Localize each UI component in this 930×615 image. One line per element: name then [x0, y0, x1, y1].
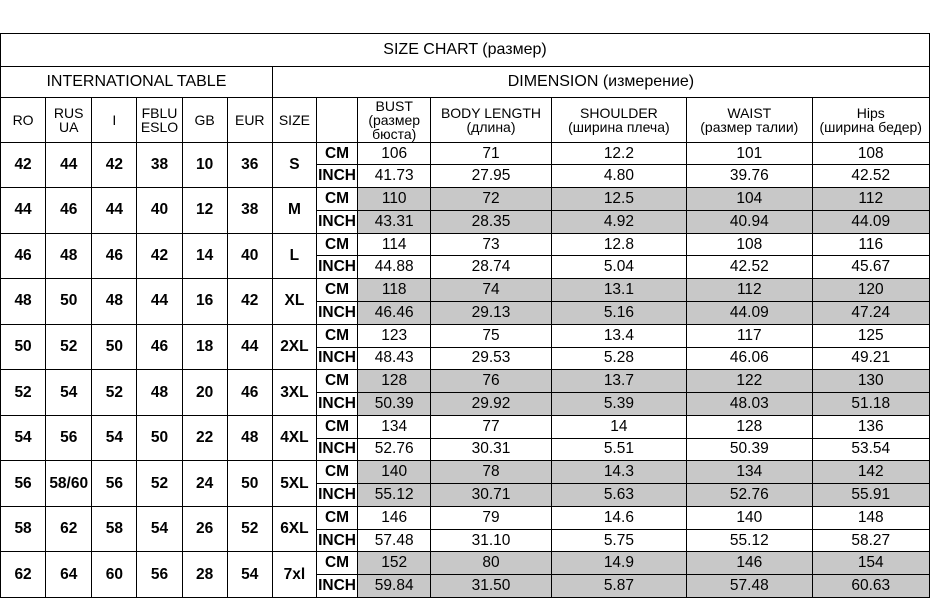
- cell-bust-inch: 50.39: [358, 393, 431, 416]
- cell-rus-ua: 48: [46, 233, 92, 279]
- cell-hips-cm: 125: [812, 324, 930, 347]
- header-hips-ru: (ширина бедер): [819, 118, 922, 135]
- cell-bust-inch: 57.48: [358, 529, 431, 552]
- cell-shoulder-inch: 5.87: [551, 575, 686, 598]
- chart-title: SIZE CHART (размер): [1, 34, 930, 67]
- cell-shoulder-cm: 13.1: [551, 279, 686, 302]
- cell-waist-cm: 112: [687, 279, 812, 302]
- header-unit: [316, 98, 357, 142]
- cell-rus-ua: 58/60: [46, 461, 92, 507]
- cell-ro: 46: [1, 233, 46, 279]
- cell-rus-ua: 56: [46, 415, 92, 461]
- cell-ro: 50: [1, 324, 46, 370]
- table-row: [1, 552, 930, 575]
- table-row: [1, 279, 930, 302]
- cell-i: 60: [92, 552, 137, 598]
- header-ro: RO: [1, 98, 46, 142]
- cell-unit-cm: CM: [316, 370, 357, 393]
- international-table-title: INTERNATIONAL TABLE: [1, 67, 273, 98]
- size-chart-table: [0, 33, 930, 598]
- cell-fblu-eslo: 40: [137, 188, 182, 234]
- cell-eur: 46: [227, 370, 272, 416]
- cell-eur: 50: [227, 461, 272, 507]
- header-bust-ru-2: бюста): [372, 125, 417, 142]
- cell-i: 50: [92, 324, 137, 370]
- header-bust: [358, 98, 431, 142]
- cell-bust-inch: 46.46: [358, 301, 431, 324]
- cell-shoulder-inch: 5.75: [551, 529, 686, 552]
- header-hips-label: Hips: [856, 104, 885, 121]
- cell-size: 6XL: [272, 506, 316, 552]
- cell-shoulder-inch: 5.04: [551, 256, 686, 279]
- cell-unit-cm: CM: [316, 415, 357, 438]
- cell-fblu-eslo: 52: [137, 461, 182, 507]
- cell-fblu-eslo: 54: [137, 506, 182, 552]
- cell-hips-inch: 60.63: [812, 575, 930, 598]
- cell-eur: 52: [227, 506, 272, 552]
- header-body-length-ru: (длина): [466, 118, 516, 135]
- cell-unit-inch: INCH: [316, 165, 357, 188]
- cell-hips-inch: 51.18: [812, 393, 930, 416]
- cell-bust-cm: 110: [358, 188, 431, 211]
- header-waist-ru: (размер талии): [700, 118, 799, 135]
- cell-unit-cm: CM: [316, 279, 357, 302]
- cell-size: 3XL: [272, 370, 316, 416]
- cell-fblu-eslo: 42: [137, 233, 182, 279]
- header-waist: [687, 98, 812, 142]
- cell-bust-cm: 114: [358, 233, 431, 256]
- cell-body-length-inch: 30.71: [431, 484, 551, 507]
- cell-fblu-eslo: 46: [137, 324, 182, 370]
- cell-i: 52: [92, 370, 137, 416]
- cell-eur: 42: [227, 279, 272, 325]
- cell-bust-inch: 59.84: [358, 575, 431, 598]
- cell-waist-cm: 128: [687, 415, 812, 438]
- cell-size: 4XL: [272, 415, 316, 461]
- header-bust-ru-1: (размер: [368, 111, 421, 128]
- cell-body-length-cm: 74: [431, 279, 551, 302]
- header-eur: EUR: [227, 98, 272, 142]
- cell-rus-ua: 62: [46, 506, 92, 552]
- cell-hips-cm: 154: [812, 552, 930, 575]
- cell-ro: 54: [1, 415, 46, 461]
- cell-shoulder-inch: 4.80: [551, 165, 686, 188]
- cell-waist-inch: 48.03: [687, 393, 812, 416]
- cell-gb: 14: [182, 233, 227, 279]
- cell-ro: 62: [1, 552, 46, 598]
- cell-unit-cm: CM: [316, 461, 357, 484]
- cell-body-length-cm: 77: [431, 415, 551, 438]
- cell-i: 48: [92, 279, 137, 325]
- cell-waist-inch: 39.76: [687, 165, 812, 188]
- cell-i: 58: [92, 506, 137, 552]
- cell-body-length-cm: 78: [431, 461, 551, 484]
- cell-i: 56: [92, 461, 137, 507]
- cell-body-length-cm: 79: [431, 506, 551, 529]
- header-eslo: ESLO: [140, 118, 179, 135]
- cell-bust-inch: 52.76: [358, 438, 431, 461]
- cell-waist-cm: 122: [687, 370, 812, 393]
- cell-i: 54: [92, 415, 137, 461]
- table-row: [1, 233, 930, 256]
- cell-waist-inch: 40.94: [687, 210, 812, 233]
- cell-body-length-inch: 29.13: [431, 301, 551, 324]
- cell-gb: 22: [182, 415, 227, 461]
- cell-gb: 10: [182, 142, 227, 188]
- cell-unit-cm: CM: [316, 506, 357, 529]
- cell-bust-inch: 43.31: [358, 210, 431, 233]
- cell-waist-cm: 140: [687, 506, 812, 529]
- header-body-length: [431, 98, 551, 142]
- table-row: [1, 370, 930, 393]
- cell-unit-inch: INCH: [316, 438, 357, 461]
- cell-shoulder-cm: 14.3: [551, 461, 686, 484]
- table-row: [1, 461, 930, 484]
- cell-body-length-inch: 27.95: [431, 165, 551, 188]
- header-body-length-label: BODY LENGTH: [440, 104, 542, 121]
- cell-hips-cm: 130: [812, 370, 930, 393]
- cell-fblu-eslo: 50: [137, 415, 182, 461]
- cell-hips-cm: 120: [812, 279, 930, 302]
- cell-body-length-cm: 72: [431, 188, 551, 211]
- cell-bust-cm: 134: [358, 415, 431, 438]
- cell-fblu-eslo: 38: [137, 142, 182, 188]
- cell-waist-cm: 117: [687, 324, 812, 347]
- cell-eur: 38: [227, 188, 272, 234]
- cell-fblu-eslo: 48: [137, 370, 182, 416]
- cell-hips-inch: 44.09: [812, 210, 930, 233]
- cell-body-length-inch: 31.50: [431, 575, 551, 598]
- table-row: [1, 142, 930, 165]
- cell-hips-cm: 142: [812, 461, 930, 484]
- cell-body-length-inch: 28.74: [431, 256, 551, 279]
- size-chart: [0, 33, 930, 598]
- cell-body-length-cm: 75: [431, 324, 551, 347]
- cell-shoulder-inch: 5.16: [551, 301, 686, 324]
- cell-unit-inch: INCH: [316, 575, 357, 598]
- cell-shoulder-cm: 12.2: [551, 142, 686, 165]
- cell-unit-cm: CM: [316, 142, 357, 165]
- header-gb: GB: [182, 98, 227, 142]
- cell-size: M: [272, 188, 316, 234]
- cell-body-length-cm: 76: [431, 370, 551, 393]
- cell-shoulder-inch: 4.92: [551, 210, 686, 233]
- cell-gb: 28: [182, 552, 227, 598]
- cell-hips-inch: 55.91: [812, 484, 930, 507]
- cell-hips-cm: 116: [812, 233, 930, 256]
- cell-hips-inch: 42.52: [812, 165, 930, 188]
- header-waist-label: WAIST: [727, 104, 772, 121]
- cell-waist-cm: 101: [687, 142, 812, 165]
- cell-unit-inch: INCH: [316, 347, 357, 370]
- cell-waist-cm: 146: [687, 552, 812, 575]
- cell-i: 44: [92, 188, 137, 234]
- cell-hips-inch: 58.27: [812, 529, 930, 552]
- header-ua: UA: [58, 118, 79, 135]
- header-shoulder: [551, 98, 686, 142]
- cell-ro: 56: [1, 461, 46, 507]
- header-i: I: [92, 98, 137, 142]
- cell-shoulder-cm: 13.4: [551, 324, 686, 347]
- cell-body-length-cm: 71: [431, 142, 551, 165]
- cell-gb: 26: [182, 506, 227, 552]
- cell-bust-inch: 44.88: [358, 256, 431, 279]
- header-fblu: FBLU: [141, 104, 178, 121]
- cell-hips-inch: 47.24: [812, 301, 930, 324]
- header-fblu-eslo: [137, 98, 182, 142]
- cell-hips-cm: 136: [812, 415, 930, 438]
- cell-bust-inch: 48.43: [358, 347, 431, 370]
- cell-shoulder-cm: 13.7: [551, 370, 686, 393]
- cell-unit-inch: INCH: [316, 210, 357, 233]
- cell-i: 42: [92, 142, 137, 188]
- cell-waist-inch: 50.39: [687, 438, 812, 461]
- cell-unit-inch: INCH: [316, 484, 357, 507]
- cell-bust-cm: 140: [358, 461, 431, 484]
- cell-unit-cm: CM: [316, 324, 357, 347]
- cell-ro: 52: [1, 370, 46, 416]
- cell-unit-inch: INCH: [316, 393, 357, 416]
- cell-ro: 48: [1, 279, 46, 325]
- cell-size: S: [272, 142, 316, 188]
- cell-shoulder-cm: 12.8: [551, 233, 686, 256]
- cell-ro: 44: [1, 188, 46, 234]
- cell-body-length-inch: 29.53: [431, 347, 551, 370]
- header-rus-ua: [46, 98, 92, 142]
- cell-hips-inch: 49.21: [812, 347, 930, 370]
- cell-shoulder-inch: 5.63: [551, 484, 686, 507]
- cell-unit-inch: INCH: [316, 529, 357, 552]
- cell-hips-cm: 148: [812, 506, 930, 529]
- cell-gb: 20: [182, 370, 227, 416]
- cell-shoulder-cm: 12.5: [551, 188, 686, 211]
- cell-hips-inch: 45.67: [812, 256, 930, 279]
- cell-eur: 54: [227, 552, 272, 598]
- cell-gb: 12: [182, 188, 227, 234]
- cell-shoulder-cm: 14.9: [551, 552, 686, 575]
- cell-ro: 58: [1, 506, 46, 552]
- cell-bust-cm: 146: [358, 506, 431, 529]
- cell-fblu-eslo: 44: [137, 279, 182, 325]
- cell-waist-inch: 57.48: [687, 575, 812, 598]
- cell-body-length-inch: 29.92: [431, 393, 551, 416]
- cell-size: 7xl: [272, 552, 316, 598]
- cell-shoulder-cm: 14: [551, 415, 686, 438]
- cell-unit-cm: CM: [316, 188, 357, 211]
- cell-shoulder-inch: 5.39: [551, 393, 686, 416]
- cell-eur: 44: [227, 324, 272, 370]
- cell-waist-inch: 55.12: [687, 529, 812, 552]
- cell-waist-inch: 46.06: [687, 347, 812, 370]
- cell-bust-cm: 123: [358, 324, 431, 347]
- cell-hips-cm: 108: [812, 142, 930, 165]
- cell-waist-cm: 108: [687, 233, 812, 256]
- cell-hips-cm: 112: [812, 188, 930, 211]
- cell-waist-inch: 44.09: [687, 301, 812, 324]
- cell-bust-cm: 106: [358, 142, 431, 165]
- cell-gb: 16: [182, 279, 227, 325]
- cell-bust-cm: 152: [358, 552, 431, 575]
- cell-size: 2XL: [272, 324, 316, 370]
- cell-eur: 40: [227, 233, 272, 279]
- cell-body-length-cm: 73: [431, 233, 551, 256]
- cell-waist-inch: 42.52: [687, 256, 812, 279]
- header-hips: [812, 98, 930, 142]
- cell-shoulder-inch: 5.28: [551, 347, 686, 370]
- cell-hips-inch: 53.54: [812, 438, 930, 461]
- cell-rus-ua: 44: [46, 142, 92, 188]
- cell-shoulder-inch: 5.51: [551, 438, 686, 461]
- cell-rus-ua: 54: [46, 370, 92, 416]
- cell-rus-ua: 52: [46, 324, 92, 370]
- cell-body-length-inch: 31.10: [431, 529, 551, 552]
- cell-size: L: [272, 233, 316, 279]
- cell-fblu-eslo: 56: [137, 552, 182, 598]
- cell-bust-cm: 118: [358, 279, 431, 302]
- cell-ro: 42: [1, 142, 46, 188]
- cell-rus-ua: 64: [46, 552, 92, 598]
- cell-rus-ua: 46: [46, 188, 92, 234]
- cell-gb: 18: [182, 324, 227, 370]
- cell-unit-cm: CM: [316, 233, 357, 256]
- cell-waist-cm: 134: [687, 461, 812, 484]
- cell-unit-inch: INCH: [316, 301, 357, 324]
- cell-size: XL: [272, 279, 316, 325]
- cell-bust-cm: 128: [358, 370, 431, 393]
- header-rus: RUS: [53, 104, 84, 121]
- table-row: [1, 324, 930, 347]
- cell-body-length-inch: 30.31: [431, 438, 551, 461]
- table-row: [1, 506, 930, 529]
- header-bust-label: BUST: [375, 97, 413, 114]
- header-shoulder-ru: (ширина плеча): [568, 118, 670, 135]
- cell-gb: 24: [182, 461, 227, 507]
- header-size: SIZE: [272, 98, 316, 142]
- dimension-title: DIMENSION (измерение): [272, 67, 929, 98]
- header-shoulder-label: SHOULDER: [580, 104, 658, 121]
- cell-bust-inch: 55.12: [358, 484, 431, 507]
- cell-eur: 48: [227, 415, 272, 461]
- cell-size: 5XL: [272, 461, 316, 507]
- cell-unit-cm: CM: [316, 552, 357, 575]
- table-row: [1, 415, 930, 438]
- cell-bust-inch: 41.73: [358, 165, 431, 188]
- cell-i: 46: [92, 233, 137, 279]
- cell-rus-ua: 50: [46, 279, 92, 325]
- table-row: [1, 188, 930, 211]
- cell-shoulder-cm: 14.6: [551, 506, 686, 529]
- cell-waist-cm: 104: [687, 188, 812, 211]
- cell-body-length-cm: 80: [431, 552, 551, 575]
- cell-body-length-inch: 28.35: [431, 210, 551, 233]
- cell-unit-inch: INCH: [316, 256, 357, 279]
- cell-eur: 36: [227, 142, 272, 188]
- cell-waist-inch: 52.76: [687, 484, 812, 507]
